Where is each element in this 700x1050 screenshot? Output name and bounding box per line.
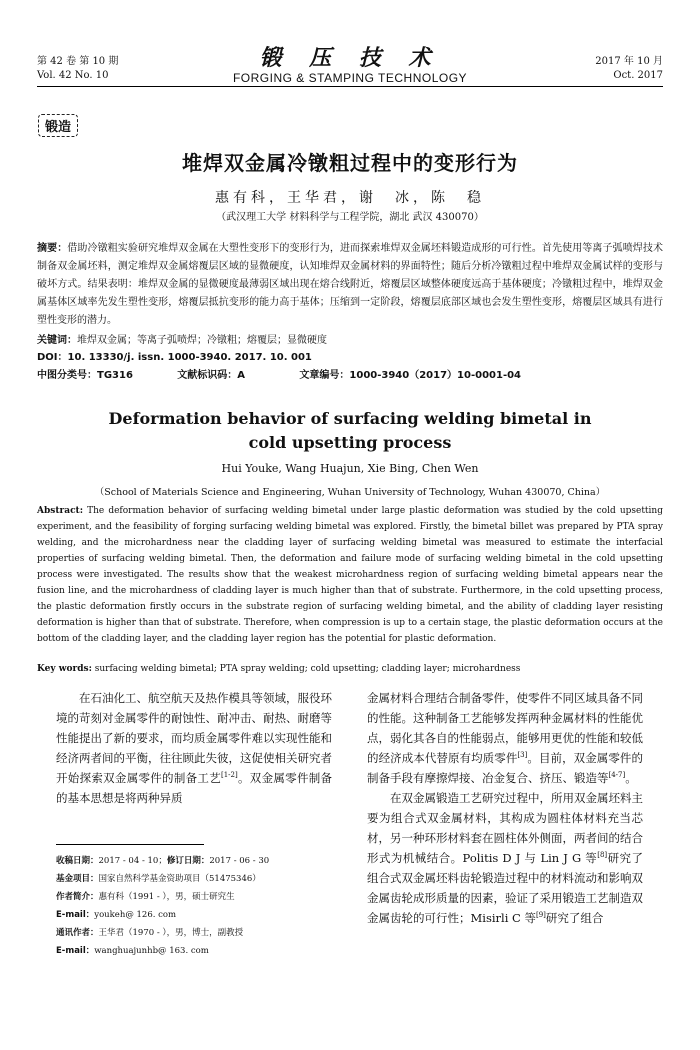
abstract-en <box>37 503 663 647</box>
abstract-cn-text: 借助冷镦粗实验研究堆焊双金属在大塑性变形下的变形行为，进而探索堆焊双金属坯料锻造成形的可行性。首先使用等离子弧喷焊技术制备双金属坯料，测定堆焊双金属熔覆层区域的显微硬度，认知堆焊双金属材料的界面特性；随后分析冷镦粗过程中堆焊双金属试样的变形与破坏方式。结果表明：堆焊双金属的显微硬度最薄弱区域出现在熔合线附近，熔覆层区域整体硬度远高于基体硬度；冷镦粗过程中，堆焊双金属基体区域率先发生塑性变形，熔覆层抵抗变形的能力高于基体；压缩到一定阶段，熔覆层底部区域也会发生塑性变形，熔覆层区域具有进行塑性变形的潜力。 <box>37 243 664 326</box>
volume-en: Vol. 42 No. 10 <box>37 70 109 81</box>
doc-code-value: A <box>237 370 246 381</box>
doi-value: 10. 13330/j. issn. 1000-3940. 2017. 10. 001 <box>67 352 312 363</box>
body-paragraph: 金属材料合理结合制备零件，使零件不同区域具备不同的性能。这种制备工艺能够发挥两种金属材料的性能优点，弱化其各自的性能弱点，能够用更优的性能和较低的经济成本代替原有均质零件[3]。目前，双金属零件的制备手段有摩擦焊接、冶金复合、挤压、锻造等[4-7]。 <box>367 691 643 785</box>
footnote-dates: 收稿日期：2017 - 04 - 10；修订日期：2017 - 06 - 30 <box>56 856 270 866</box>
keywords-en <box>37 664 520 674</box>
authors-en: Hui Youke, Wang Huajun, Xie Bing, Chen Wen <box>221 462 479 475</box>
section-badge: 锻造 <box>38 114 78 137</box>
abstract-en-label: Abstract: <box>37 506 84 516</box>
article-no-label: 文章编号： <box>299 370 350 381</box>
clc-value: TG316 <box>97 370 133 381</box>
body-paragraph: 在双金属锻造工艺研究过程中，所用双金属坯料主要为组合式双金属材料，其构成为圆柱体材料充当芯材，另一种环形材料套在圆柱体外侧面，两者间的结合形式为机械结合。Politis D J 与 Lin J G 等[8]研究了组合式双金属坯料齿轮锻造过程中的材料流动和影响双金属齿轮成形质量的因素，验证了采用锻造工艺制造双金属齿轮的可行性；Misirli C 等[9]研究了组合 <box>367 791 643 925</box>
citation: [3] <box>517 751 528 760</box>
title-en-line2: cold upsetting process <box>248 433 452 452</box>
body-paragraph: 在石油化工、航空航天及热作模具等领域，服役环境的苛刻对金属零件的耐蚀性、耐冲击、耐热、耐磨等性能提出了新的要求，而均质金属零件难以实现性能和经济两者间的平衡，往往顾此失彼，这促使相关研究者开始探索双金属零件的制备工艺[1-2]。双金属零件制备的基本思想是将两种异质 <box>56 691 333 805</box>
footnote-email-corresponding: E-mail：wanghuajunhb@ 163. com <box>56 946 209 956</box>
volume-cn: 第 42 卷 第 10 期 <box>37 56 119 67</box>
affiliation-cn: （武汉理工大学 材料科学与工程学院，湖北 武汉 430070） <box>216 212 484 223</box>
date-cn: 2017 年 10 月 <box>595 56 663 67</box>
header-rule <box>37 86 663 87</box>
body-column-right <box>367 688 643 928</box>
citation: [1-2] <box>221 771 238 780</box>
affiliation-en: （School of Materials Science and Engineering, Wuhan University of Technology, Wuhan 430070, China） <box>94 487 606 498</box>
keywords-cn-text: 堆焊双金属；等离子弧喷焊；冷镦粗；熔覆层；显微硬度 <box>77 335 327 346</box>
footnote <box>56 852 269 960</box>
footnote-rule <box>56 844 204 845</box>
abstract-en-text: The deformation behavior of surfacing welding bimetal under large plastic deformation was studied by the cold upsetting experiment, and the feasibility of forging surfacing welding bimetal was explored. Firstly, the bimetal billet was prepared by PTA spray welding, and the microhardness near the cladding layer of surfacing welding bimetal was measured to estimate the interfacial properties of surfacing welding bimetal. Then, the deformation and failure mode of surfacing welding bimetal in the cold upsetting process were investigated. The results show that the weakest microhardness region of surfacing welding bimetal appears near the fusion line, and the microhardness of cladding layer is much higher than that of substrate. Furthermore, in the cold upsetting process, the plastic deformation firstly occurs in the substrate region of surfacing welding bimetal, and the ability of cladding layer resisting deformation is higher than that of substrate. Therefore, when compression is up to a certain stage, the plastic deformation occurs at the bottom of the cladding layer, and the cladding layer region has the potential for plastic deformation. <box>37 506 663 644</box>
keywords-en-label: Key words: <box>37 664 92 674</box>
keywords-cn <box>37 334 327 348</box>
authors-cn: 惠有科，王华君，谢 冰，陈 稳 <box>215 190 485 206</box>
citation: [4-7] <box>608 771 626 780</box>
title-en-line1: Deformation behavior of surfacing welding bimetal in <box>108 409 592 428</box>
article-title-en <box>0 407 700 455</box>
journal-title-cn: 锻 压 技 术 <box>259 45 441 71</box>
body-column-left <box>56 688 332 808</box>
footnote-author: 作者简介：惠有科（1991 - ），男，硕士研究生 <box>56 892 235 902</box>
article-title-cn: 堆焊双金属冷镦粗过程中的变形行为 <box>182 151 518 175</box>
date-en: Oct. 2017 <box>613 70 663 81</box>
footnote-email-author: E-mail：youkeh@ 126. com <box>56 910 177 920</box>
article-no-value: 1000-3940（2017）10-0001-04 <box>349 370 522 381</box>
doi-label: DOI： <box>37 352 68 363</box>
issue-date <box>595 55 663 83</box>
footnote-corresponding: 通讯作者：王华君（1970 - ），男，博士，副教授 <box>56 928 244 938</box>
doc-code-label: 文献标识码： <box>177 370 238 381</box>
journal-title-en: FORGING & STAMPING TECHNOLOGY <box>232 71 468 85</box>
keywords-cn-label: 关键词： <box>37 335 77 346</box>
classification-line <box>37 369 663 383</box>
citation: [9] <box>536 911 546 920</box>
clc-label: 中图分类号： <box>37 370 97 381</box>
footnote-fund: 基金项目：国家自然科学基金资助项目（51475346） <box>56 874 261 884</box>
abstract-cn <box>37 240 663 330</box>
doi <box>37 351 312 365</box>
abstract-cn-label: 摘要： <box>37 243 68 254</box>
citation: [8] <box>597 851 608 860</box>
keywords-en-text: surfacing welding bimetal; PTA spray welding; cold upsetting; cladding layer; microhardness <box>91 664 521 674</box>
